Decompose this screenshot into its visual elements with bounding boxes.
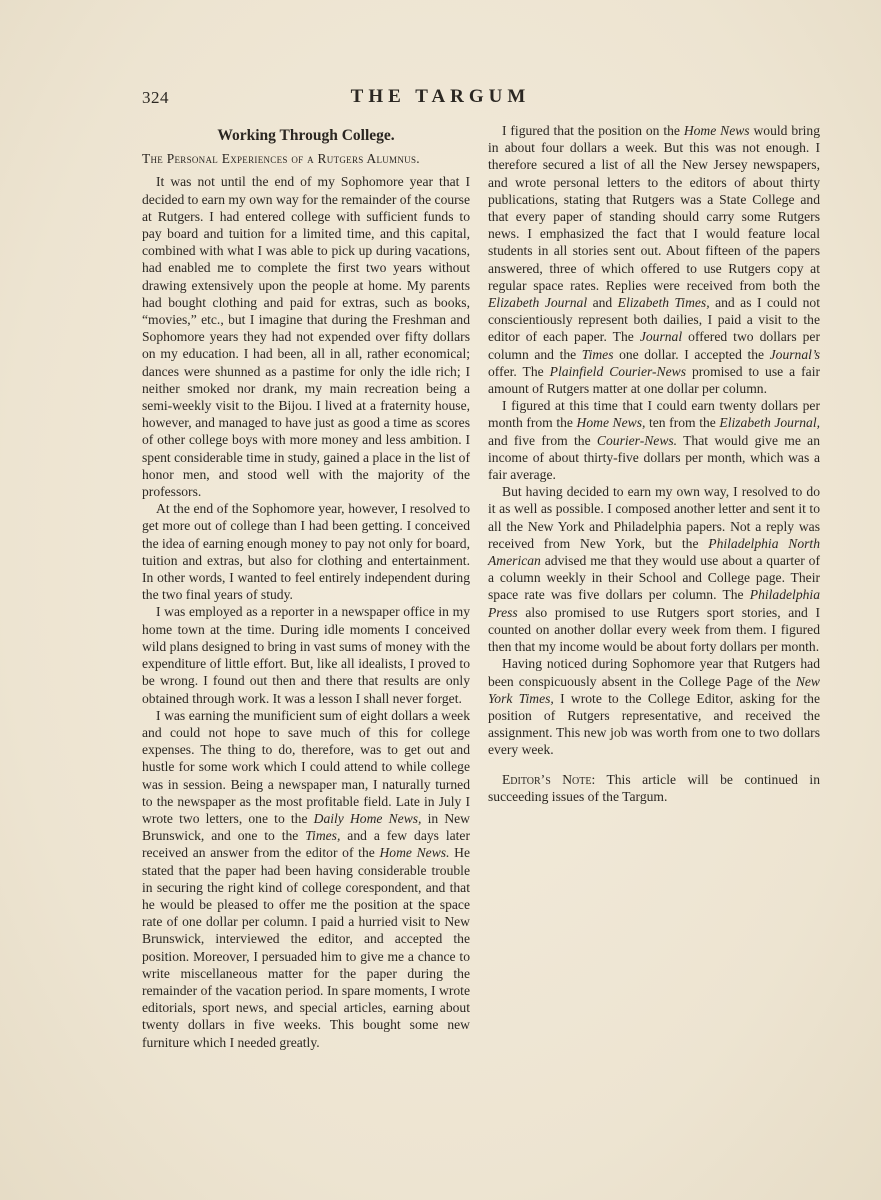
column-left (142, 122, 470, 1051)
paragraph-7: But having decided to earn my own way, I resolved to do it as well as possible. I composed another letter and sent it to all the New York and Philadelphia papers. Not a reply was received from New York, but the Philadelphia North American advised me that they would use about a quarter of a column weekly in their School and College page. Their space rate was five dollars per column. The Philadelphia Press also promised to use Rutgers sport stories, and I counted on another dollar every week from them. I figured then that my income would be about forty dollars per month. (488, 484, 820, 655)
publication-name: Elizabeth Times, (617, 295, 710, 311)
publication-name: Philadelphia North American (488, 535, 820, 569)
publication-name: Times (581, 346, 614, 362)
article-subtitle: The Personal Experiences of a Rutgers Alumnus. (142, 151, 420, 167)
publication-name: Home News, (576, 415, 646, 431)
publication-name: Courier-News. (596, 432, 678, 448)
paragraph-1: It was not until the end of my Sophomore year that I decided to earn my own way for the remainder of the course at Rutgers. I had entered college with sufficient funds to pay board and tuition for a limited time, and this capital, combined with what I was able to pick up during vacations, had enabled me to complete the first two years without drawing extensively upon the people at home. My parents had bought clothing and paid for extras, such as books, “movies,” etc., but I imagine that during the Freshman and Sophomore years they had not expended over fifty dollars on my education. I had been, all in all, rather economical; dances were shunned as a pastime for only the idle rich; I neither smoked nor drank, my main recreation being a semi-weekly visit to the Bijou. I lived at a fraternity house, however, and managed to have just as good a time as scores of other college boys with more money and less ambition. I spent considerable time in study, gained a place in the list of honor men, and stood well with the majority of the professors. (142, 174, 471, 500)
publication-name: New York Times, (488, 673, 820, 706)
publication-name: Home News. (379, 845, 450, 861)
publication-name: Philadelphia Press (488, 587, 820, 620)
running-head: THE TARGUM (350, 86, 531, 107)
paragraph-5: I figured that the position on the Home News would bring in about four dollars a week. But this was not enough. I therefore secured a list of all the New Jersey newspapers, and wrote personal letters to the editors of about thirty publications, stating that Rutgers was a State College and that every paper of standing should carry some Rutgers news. I emphasized the fact that I would feature local students in all stories sent out. About fifteen of the papers answered, three of which offered to use Rutgers copy at regular space rates. Replies were received from both the Elizabeth Journal and Elizabeth Times, and as I could not conscientiously represent both dailies, I paid a visit to the editor of each paper. The Journal offered two dollars per column and the Times one dollar. I accepted the Journal’s offer. The Plainfield Courier-News promised to use a fair amount of Rutgers matter at one dollar per column. (488, 123, 821, 397)
paragraph-8: Having noticed during Sophomore year that Rutgers had been conspicuously absent in the College Page of the New York Times, I wrote to the College Editor, asking for the position of Rutgers representative, and received the assignment. This new job was worth from one to two dollars every week. (488, 656, 820, 758)
paragraph-4-continued-text: He stated that the paper had been having considerable trouble in securing the right kind of college corespondent, and that he would be pleased to offer me the position at the space rate of one dollar per column. I paid a hurried visit to New Brunswick, interviewed the editor, and accepted the position. Moreover, I persuaded him to give me a chance to write miscellaneous matter for the paper during the remainder of the vacation period. In spare moments, I wrote editorials, sport news, and special articles, earning about twenty dollars in five weeks. This bought some new furniture which I needed greatly. (142, 845, 470, 1050)
publication-name: Journal’s (769, 346, 820, 362)
paragraph-6: I figured at this time that I could earn twenty dollars per month from the Home News, ten from the Elizabeth Journal, and five from the Courier-News. That would give me an income of about thirty-five dollars per month, which was a fair average. (488, 398, 821, 483)
publication-name: Home News (683, 123, 750, 138)
column-right (488, 122, 820, 805)
paragraph-2: At the end of the Sophomore year, however, I resolved to get more out of college than I had been getting. I conceived the idea of earning enough money to pay not only for board, tuition and extras, but also for clothing and entertainment. In other words, I wanted to feel entirely independent during the two final years of study. (142, 501, 470, 603)
publication-name: Elizabeth Journal (488, 295, 588, 311)
publication-name: Elizabeth Journal, (719, 415, 821, 431)
editors-note (488, 771, 820, 805)
editors-note-label: Editor’s Note: (502, 771, 596, 787)
paragraph-3: I was employed as a reporter in a newspaper office in my home town at the time. During idle moments I conceived wild plans designed to bring in vast sums of money with the expenditure of little effort. But, like all idealists, I proved to be wrong. I found out then and there that results are only obtained through work. It was a lesson I shall never forget. (142, 604, 470, 706)
editors-note-text: This article will be continued in succeeding issues of the Targum. (488, 771, 820, 804)
article-title: Working Through College. (217, 127, 395, 144)
publication-name: Journal (639, 329, 683, 345)
page-number: 324 (142, 88, 169, 107)
publication-name: Times, (305, 828, 341, 844)
publication-name: Plainfield Courier-News (549, 363, 686, 379)
publication-name: Daily Home News, (313, 810, 422, 826)
paragraph-4: I was earning the munificient sum of eight dollars a week and could not hope to save much of this for college expenses. The thing to do, therefore, was to get out and hustle for some work which I could attend to while college was in session. Being a newspaper man, I naturally turned to the newspaper as the most profitable field. Late in July I wrote two letters, one to the Daily Home News, in New Brunswick, and one to the Times, and a few days later received an answer from the editor of the Home News. He stated that the paper had been having considerable trouble in securing the right kind of college corespondent, and that he would be pleased to offer me the position at the space rate of one dollar per column. I paid a hurried visit to New Brunswick, interviewed the editor, and accepted the position. Moreover, I persuaded him to give me a chance to write miscellaneous matter for the paper during the remainder of the vacation period. In spare moments, I wrote editorials, sport news, and special articles, earning about twenty dollars in five weeks. This bought some new furniture which I needed greatly. (142, 707, 470, 1050)
